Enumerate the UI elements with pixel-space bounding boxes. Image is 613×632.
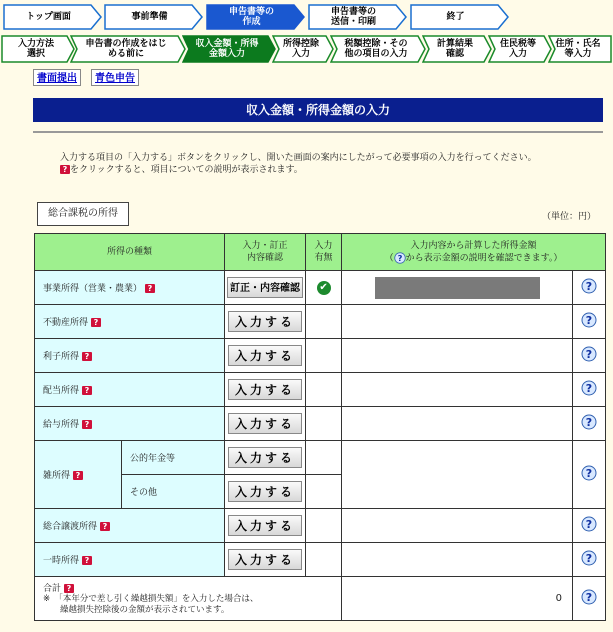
temporary-input-button[interactable]: 入力する — [228, 549, 302, 570]
interest-label — [35, 339, 225, 373]
col-action-header: 入力・訂正 内容確認 — [225, 234, 306, 271]
table-total-row — [35, 577, 606, 621]
question-icon: ? — [60, 165, 70, 174]
step-prep-label: 事前準備 — [131, 12, 168, 22]
help-icon[interactable] — [581, 346, 597, 362]
income-table — [34, 233, 606, 621]
real-estate-label — [35, 305, 225, 339]
step-end-label: 終了 — [446, 12, 465, 22]
sub-step-result[interactable] — [422, 35, 492, 63]
top-step-nav — [0, 0, 613, 34]
table-row — [35, 305, 606, 339]
question-icon[interactable]: ? — [91, 318, 101, 327]
help-icon[interactable] — [581, 516, 597, 532]
business-income-text: 事業所得（営業・農業） — [43, 284, 143, 294]
salary-input-button[interactable]: 入力する — [228, 413, 302, 434]
sub-step-deduction[interactable] — [272, 35, 334, 63]
help-icon[interactable] — [581, 465, 597, 481]
step-top[interactable] — [3, 4, 102, 30]
sub-step-tax-credit[interactable] — [330, 35, 426, 63]
help-icon[interactable] — [581, 550, 597, 566]
step-top-label: トップ画面 — [26, 12, 71, 22]
help-icon[interactable] — [581, 312, 597, 328]
intro-line-1: 入力する項目の「入力する」ボタンをクリックし、開いた画面の案内にしたがって必要事項の入力を行ってください。 — [60, 153, 537, 163]
question-icon[interactable]: ? — [64, 584, 74, 593]
svg-text:?: ? — [585, 416, 593, 429]
interest-text: 利子所得 — [43, 352, 80, 362]
svg-text:?: ? — [585, 591, 593, 604]
step-create-label: 申告書等の 作成 — [228, 7, 274, 27]
col-amount-header — [342, 234, 606, 271]
temporary-label — [35, 543, 225, 577]
help-icon — [394, 252, 406, 264]
svg-text:?: ? — [397, 252, 403, 263]
question-icon[interactable]: ? — [82, 352, 92, 361]
total-value: 0 — [342, 577, 573, 621]
divider — [33, 131, 603, 133]
col-amount-header-line2 — [342, 252, 605, 265]
total-label-wrap — [43, 581, 341, 594]
sub-step-method[interactable] — [1, 35, 75, 63]
col-amount-header-line1: 入力内容から計算した所得金額 — [410, 240, 537, 251]
sub-step-address-label: 住所・氏名 等入力 — [555, 39, 601, 59]
step-send[interactable] — [308, 4, 407, 30]
transfer-input-button[interactable]: 入力する — [228, 515, 302, 536]
svg-text:?: ? — [585, 518, 593, 531]
sub-step-before[interactable] — [70, 35, 186, 63]
sub-step-before-label: 申告書の作成をはじ める前に — [85, 39, 167, 59]
col-amount-paren: （ — [384, 253, 394, 264]
total-label: 合計 — [43, 584, 62, 594]
sub-step-address[interactable] — [548, 35, 612, 63]
table-header-row — [35, 234, 606, 271]
misc-label — [35, 441, 122, 509]
question-icon[interactable]: ? — [82, 556, 92, 565]
svg-text:?: ? — [585, 280, 593, 293]
intro-line-2: をクリックすると、項目についての説明が表示されます。 — [70, 165, 303, 175]
question-icon[interactable]: ? — [100, 522, 110, 531]
table-row — [35, 271, 606, 305]
unit-label: （単位：円） — [542, 212, 597, 222]
intro-line-2-wrap — [60, 164, 600, 176]
blue-return-link[interactable]: 青色申告 — [91, 69, 139, 86]
sub-step-tax-credit-label: 税額控除・その 他の項目の入力 — [344, 39, 408, 59]
business-confirm-button[interactable]: 訂正・内容確認 — [227, 277, 303, 298]
help-icon[interactable] — [581, 278, 597, 294]
question-icon[interactable]: ? — [82, 386, 92, 395]
step-prep[interactable] — [104, 4, 203, 30]
question-icon[interactable]: ? — [82, 420, 92, 429]
check-icon: ✔ — [317, 281, 331, 295]
step-end[interactable] — [410, 4, 509, 30]
help-icon[interactable] — [581, 589, 597, 605]
help-icon[interactable] — [581, 414, 597, 430]
dividend-text: 配当所得 — [43, 386, 80, 396]
total-note: ※ 「本年分で差し引く繰越損失額」を入力した場合は、 繰越損失控除後の金額が表示されています。 — [43, 594, 259, 615]
svg-text:?: ? — [585, 348, 593, 361]
table-row — [35, 441, 606, 475]
col-type-header: 所得の種類 — [35, 234, 225, 271]
sub-step-deduction-label: 所得控除 入力 — [282, 39, 319, 59]
misc-other-input-button[interactable]: 入力する — [228, 481, 302, 502]
table-row — [35, 407, 606, 441]
transfer-label — [35, 509, 225, 543]
misc-other-label: その他 — [122, 475, 225, 509]
sub-step-resident-label: 住民税等 入力 — [499, 39, 536, 59]
temporary-text: 一時所得 — [43, 556, 80, 566]
question-icon[interactable]: ? — [73, 471, 83, 480]
total-label-cell — [35, 577, 342, 621]
transfer-text: 総合譲渡所得 — [43, 522, 98, 532]
step-send-label: 申告書等の 送信・印刷 — [330, 7, 376, 27]
sub-step-resident[interactable] — [488, 35, 552, 63]
interest-input-button[interactable]: 入力する — [228, 345, 302, 366]
sub-step-method-label: 入力方法 選択 — [17, 39, 54, 59]
intro-text — [60, 152, 600, 176]
salary-text: 給与所得 — [43, 420, 80, 430]
section-label: 総合課税の所得 — [37, 202, 129, 226]
col-amount-header-text: から表示金額の説明を確認できます。） — [405, 253, 563, 264]
sub-step-result-label: 計算結果 確認 — [436, 39, 473, 59]
misc-text: 雑所得 — [43, 471, 71, 481]
help-icon[interactable] — [581, 380, 597, 396]
svg-text:?: ? — [585, 314, 593, 327]
svg-text:?: ? — [585, 467, 593, 480]
salary-label — [35, 407, 225, 441]
page-title: 収入金額・所得金額の入力 — [33, 98, 603, 122]
table-row — [35, 509, 606, 543]
table-row — [35, 339, 606, 373]
misc-pension-label: 公的年金等 — [122, 441, 225, 475]
col-status-header: 入力 有無 — [306, 234, 342, 271]
sub-step-income — [182, 35, 276, 63]
dividend-input-button[interactable]: 入力する — [228, 379, 302, 400]
sub-step-nav — [0, 35, 613, 63]
real-estate-text: 不動産所得 — [43, 318, 89, 328]
business-income-label — [35, 271, 225, 305]
misc-pension-input-button[interactable]: 入力する — [228, 447, 302, 468]
dividend-label — [35, 373, 225, 407]
real-estate-input-button[interactable]: 入力する — [228, 311, 302, 332]
svg-text:?: ? — [585, 552, 593, 565]
sub-step-income-label: 収入金額・所得 金額入力 — [195, 39, 259, 59]
paper-submit-link[interactable]: 書面提出 — [33, 69, 81, 86]
svg-text:?: ? — [585, 382, 593, 395]
business-amount-redacted — [375, 277, 540, 299]
step-create — [206, 4, 305, 30]
question-icon[interactable]: ? — [145, 284, 155, 293]
table-row — [35, 373, 606, 407]
table-row — [35, 543, 606, 577]
